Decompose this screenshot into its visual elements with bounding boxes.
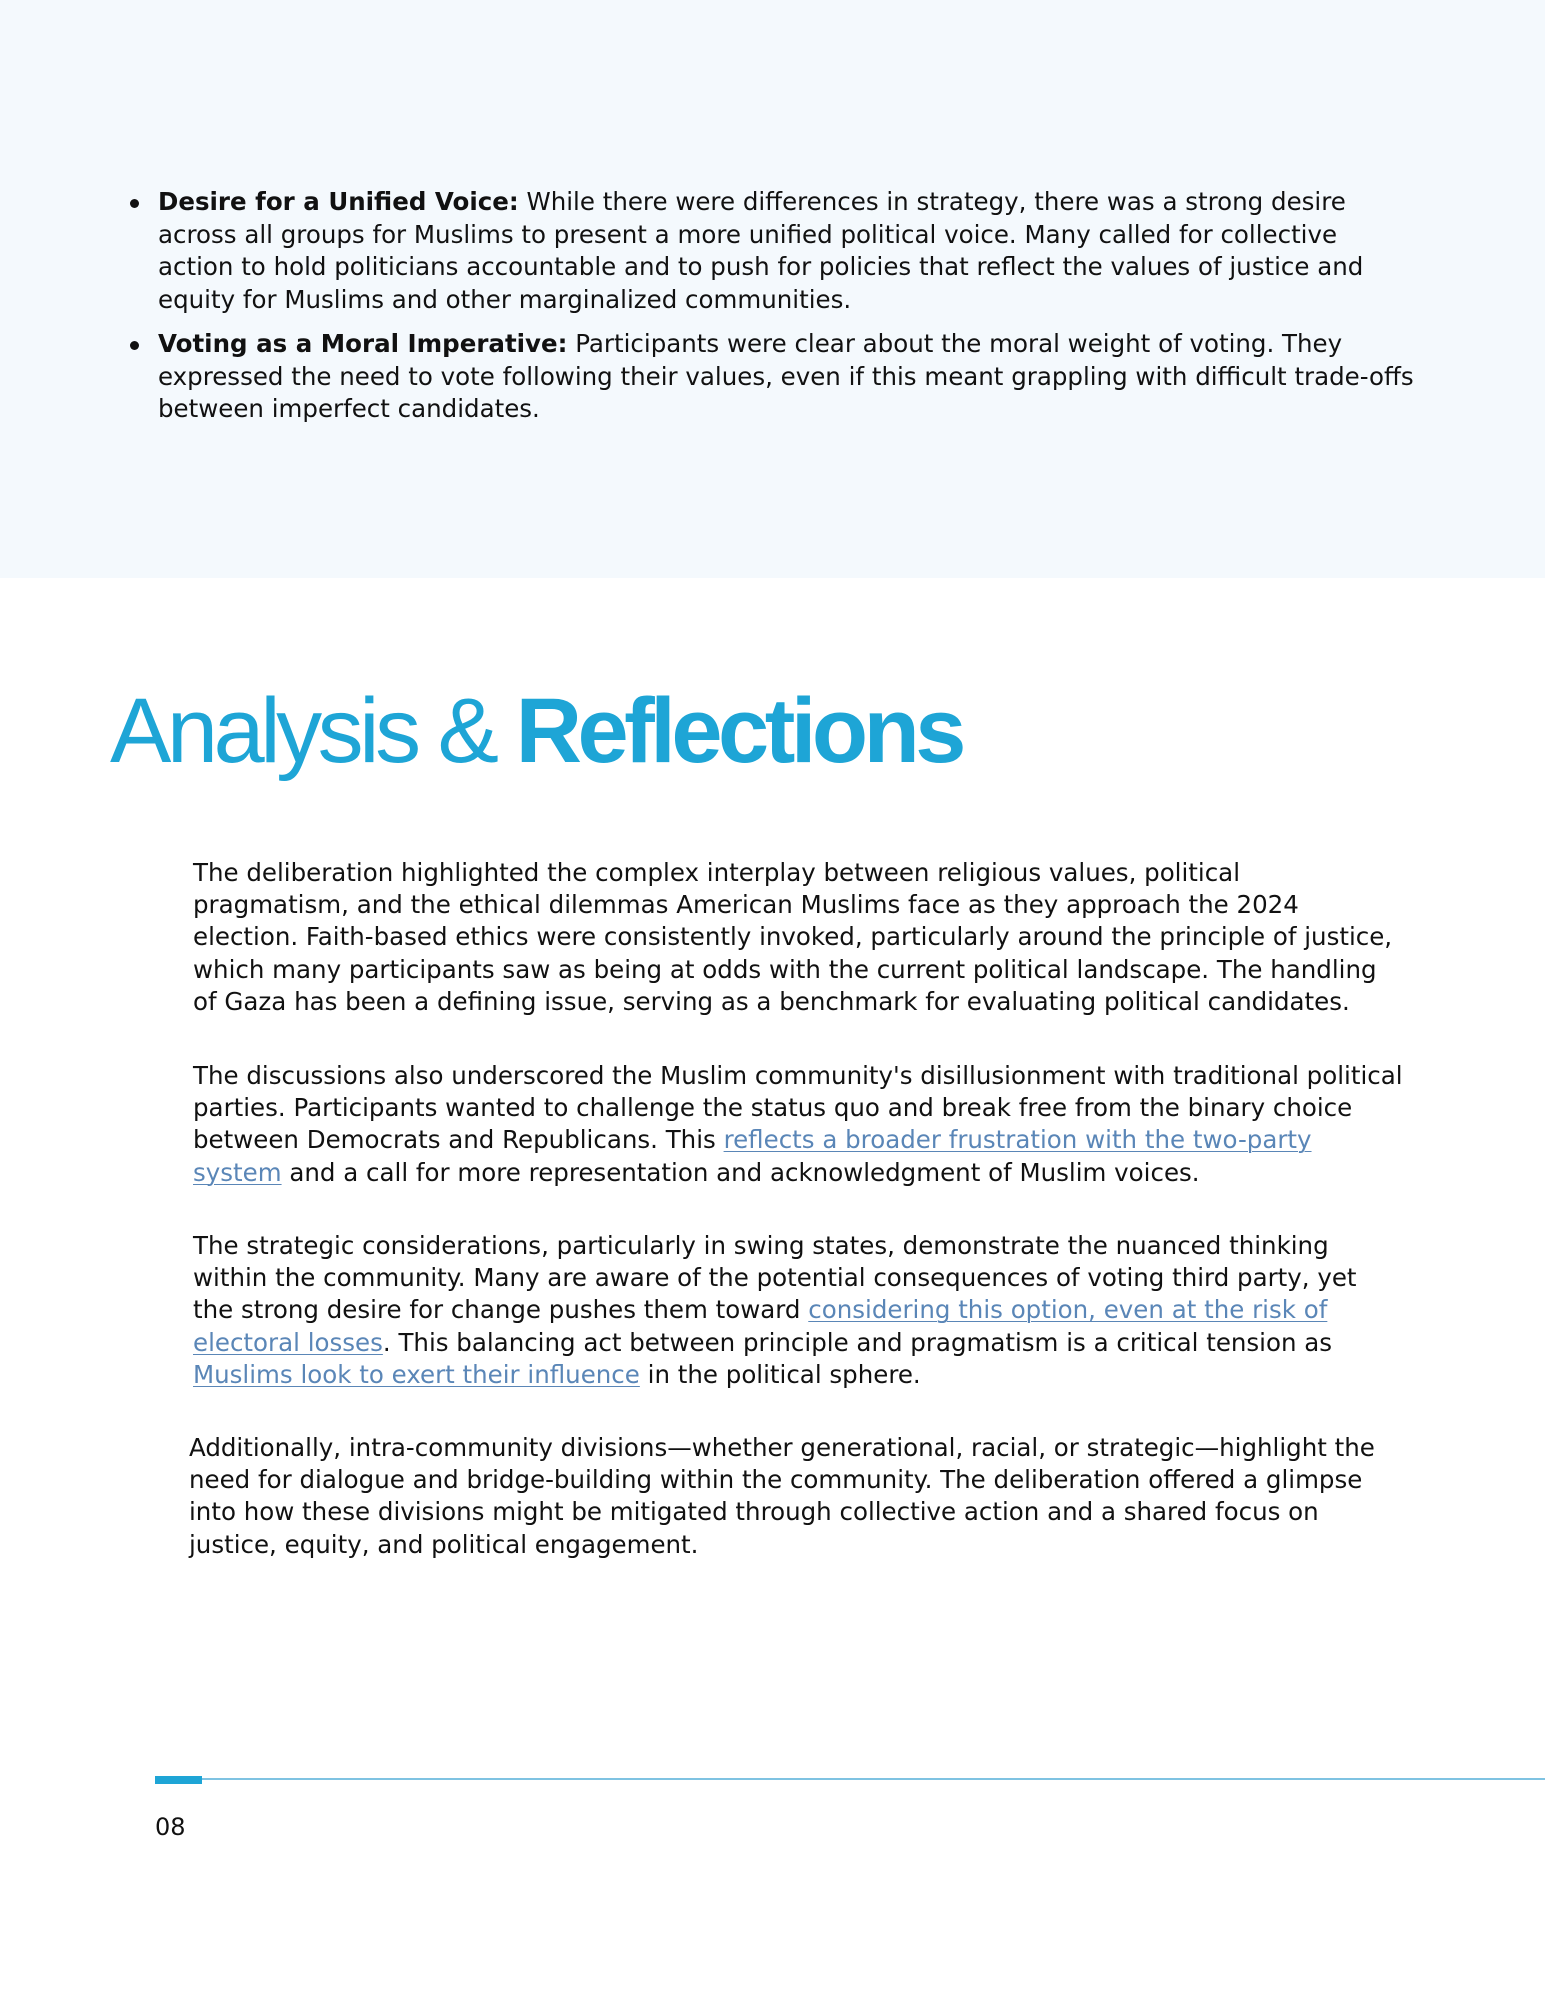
bullet-item-moral-imperative bbox=[130, 328, 1420, 426]
heading-part-bold: Reflections bbox=[515, 680, 962, 782]
heading-part-light: Analysis & bbox=[110, 680, 516, 782]
page-number: 08 bbox=[155, 1813, 186, 1841]
paragraph-3-text: The strategic considerations, particularly in swing states, demonstrate the nuanced thinking within the community. Many are aware of the potential consequences of voting third party, yet the strong desire for change pushes them toward bbox=[193, 1231, 1357, 1325]
electoral-losses-link[interactable]: considering this option, even at the risk of electoral losses bbox=[193, 1295, 1328, 1357]
bullet-text: While there were differences in strategy, there was a strong desire across all groups for Muslims to present a more unified political voice. Many called for collective action to hold politicians accountable and to push for policies that reflect the values of justice and equity for Muslims and other marginalized communities. bbox=[158, 187, 1364, 314]
bullet-title: Desire for a Unified Voice: bbox=[158, 187, 519, 216]
footer-accent-bar bbox=[155, 1776, 202, 1784]
paragraph-3-text-end: in the political sphere. bbox=[639, 1359, 921, 1389]
two-party-system-link[interactable]: reflects a broader frustration with the two-party system bbox=[193, 1125, 1312, 1187]
paragraph-4: Additionally, intra-community divisions—whether generational, racial, or strategic—highlight the need for dialogue and bridge-building within the community. The deliberation offered a glimpse into how these divisions might be mitigated through collective action and a shared focus on justice, equity, and political engagement. bbox=[189, 1433, 1375, 1559]
paragraph-2-text-end: and a call for more representation and acknowledgment of Muslim voices. bbox=[281, 1157, 1200, 1187]
section-heading bbox=[110, 676, 962, 786]
bullet-dot-icon bbox=[130, 341, 139, 350]
bullet-dot-icon bbox=[130, 199, 139, 208]
bullet-text: Participants were clear about the moral weight of voting. They expressed the need to vote following their values, even if this meant grappling with difficult trade-offs between imperfect candidates. bbox=[158, 329, 1414, 423]
paragraph-2-text: The discussions also underscored the Muslim community's disillusionment with traditional political parties. Participants wanted to challenge the status quo and break free from the binary choice between Democrats and Republicans. This bbox=[193, 1061, 1403, 1155]
paragraph-2 bbox=[193, 1060, 1403, 1189]
paragraph-3-text-middle: . This balancing act between principle and pragmatism is a critical tension as bbox=[382, 1327, 1333, 1357]
bullet-list bbox=[130, 186, 1420, 438]
bullet-title: Voting as a Moral Imperative: bbox=[158, 329, 568, 358]
exert-influence-link[interactable]: Muslims look to exert their influence bbox=[193, 1359, 640, 1389]
bullet-item-unified-voice bbox=[130, 186, 1420, 316]
paragraph-1: The deliberation highlighted the complex interplay between religious values, political pragmatism, and the ethical dilemmas American Muslims face as they approach the 2024 election. Faith-based ethics were consistently invoked, particularly around the principle of justice, which many participants saw as being at odds with the current political landscape. The handling of Gaza has been a defining issue, serving as a benchmark for evaluating political candidates. bbox=[193, 858, 1393, 1016]
summary-panel bbox=[0, 0, 1545, 578]
footer-divider bbox=[155, 1778, 1545, 1780]
paragraph-3 bbox=[193, 1230, 1403, 1391]
